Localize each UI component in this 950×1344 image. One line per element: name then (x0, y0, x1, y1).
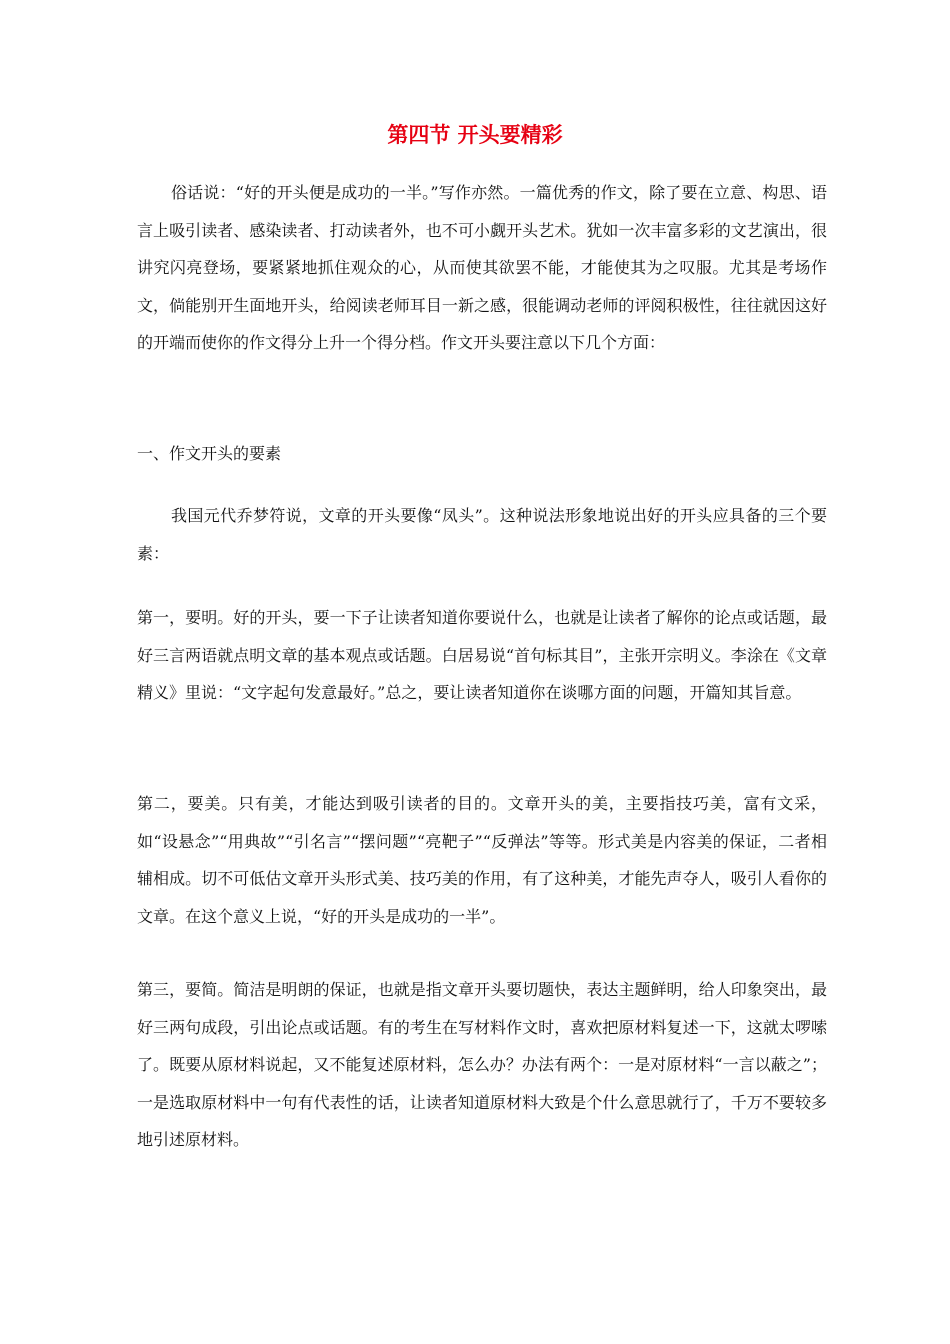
page-title: 第四节 开头要精彩 (387, 123, 563, 147)
second-point-paragraph: 第二，要美。只有美，才能达到吸引读者的目的。文章开头的美，主要指技巧美，富有文采，如“设悬念”“用典故”“引名言”“摆问题”“亮靶子”“反弹法”等等。形式美是内容美的保证，二者相辅相成。切不可低估文章开头形式美、技巧美的作用，有了这种美，才能先声夺人，吸引人看你的文章。在这个意义上说，“好的开头是成功的一半”。 (137, 794, 827, 926)
third-point-paragraph: 第三，要简。简洁是明朗的保证，也就是指文章开头要切题快，表达主题鲜明，给人印象突出，最好三两句成段，引出论点或话题。有的考生在写材料作文时，喜欢把原材料复述一下，这就太啰嗦了。既要从原材料说起，又不能复述原材料，怎么办？办法有两个：一是对原材料“一言以蔽之”；一是选取原材料中一句有代表性的话，让读者知道原材料大致是个什么意思就行了，千万不要较多地引述原材料。 (137, 980, 827, 1149)
intro-paragraph: 俗话说：“好的开头便是成功的一半。”写作亦然。一篇优秀的作文，除了要在立意、构思、语言上吸引读者、感染读者、打动读者外，也不可小觑开头艺术。犹如一次丰富多彩的文艺演出，很讲究闪亮登场，要紧紧地抓住观众的心，从而使其欲罢不能，才能使其为之叹服。尤其是考场作文，倘能别开生面地开头，给阅读老师耳目一新之感，很能调动老师的评阅积极性，往往就因这好的开端而使你的作文得分上升一个得分档。作文开头要注意以下几个方面： (137, 183, 827, 352)
fenghead-paragraph: 我国元代乔梦符说，文章的开头要像“凤头”。这种说法形象地说出好的开头应具备的三个要素： (137, 506, 827, 563)
first-point-paragraph: 第一，要明。好的开头，要一下子让读者知道你要说什么，也就是让读者了解你的论点或话题，最好三言两语就点明文章的基本观点或话题。白居易说“首句标其目”，主张开宗明义。李涂在《文章精义》里说：“文字起句发意最好。”总之，要让读者知道你在谈哪方面的问题，开篇知其旨意。 (137, 608, 827, 702)
section-heading: 一、作文开头的要素 (137, 444, 282, 463)
